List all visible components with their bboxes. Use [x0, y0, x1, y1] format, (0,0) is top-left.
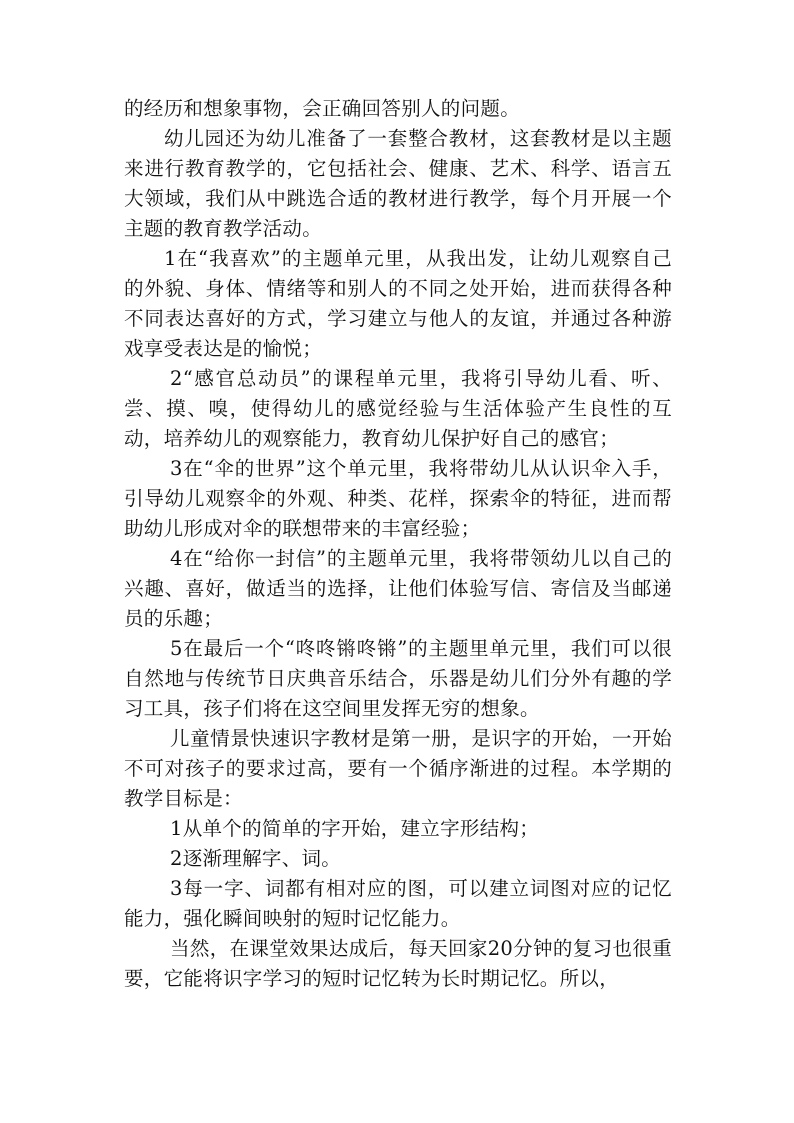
paragraph-review: 当然，在课堂效果达成后，每天回家20分钟的复习也很重要，它能将识字学习的短时记忆转为长时期记忆。所以， — [124, 937, 672, 990]
paragraph-theme-i-like: 1在“我喜欢”的主题单元里，从我出发，让幼儿观察自己的外貌、身体、情绪等和别人的不同之处开始，进而获得各种不同表达喜好的方式，学习建立与他人的友谊，并通过各种游戏享受表达是的愉悦； — [124, 247, 672, 360]
paragraph-goal-1: 1从单个的简单的字开始，建立字形结构； — [170, 817, 540, 840]
paragraph-theme-music: 5在最后一个“咚咚锵咚锵”的主题里单元里，我们可以很自然地与传统节日庆典音乐结合，乐器是幼儿们分外有趣的学习工具，孩子们将在这空间里发挥无穷的想象。 — [124, 637, 672, 720]
paragraph-theme-letter: 4在“给你一封信”的主题单元里，我将带领幼儿以自己的兴趣、喜好，做适当的选择，让他们体验写信、寄信及当邮递员的乐趣； — [124, 547, 672, 630]
paragraph-literacy-intro: 儿童情景快速识字教材是第一册，是识字的开始，一开始不可对孩子的要求过高，要有一个循序渐进的过程。本学期的教学目标是： — [124, 727, 672, 810]
paragraph-theme-umbrella: 3在“伞的世界”这个单元里，我将带幼儿从认识伞入手，引导幼儿观察伞的外观、种类、花样，探索伞的特征，进而帮助幼儿形成对伞的联想带来的丰富经验； — [124, 457, 672, 540]
paragraph-goal-2: 2逐渐理解字、词。 — [170, 847, 342, 870]
paragraph-goal-3: 3每一字、词都有相对应的图，可以建立词图对应的记忆能力，强化瞬间映射的短时记忆能力。 — [124, 877, 672, 930]
document-body — [124, 94, 672, 994]
paragraph-theme-senses: 2“感官总动员”的课程单元里，我将引导幼儿看、听、尝、摸、嗅，使得幼儿的感觉经验与生活体验产生良性的互动，培养幼儿的观察能力，教育幼儿保护好自己的感官； — [124, 367, 672, 450]
paragraph-continuation: 的经历和想象事物，会正确回答别人的问题。 — [124, 97, 521, 120]
paragraph-integrated-curriculum: 幼儿园还为幼儿准备了一套整合教材，这套教材是以主题来进行教育教学的，它包括社会、健康、艺术、科学、语言五大领域，我们从中跳选合适的教材进行教学，每个月开展一个主题的教育教学活动。 — [124, 127, 672, 240]
